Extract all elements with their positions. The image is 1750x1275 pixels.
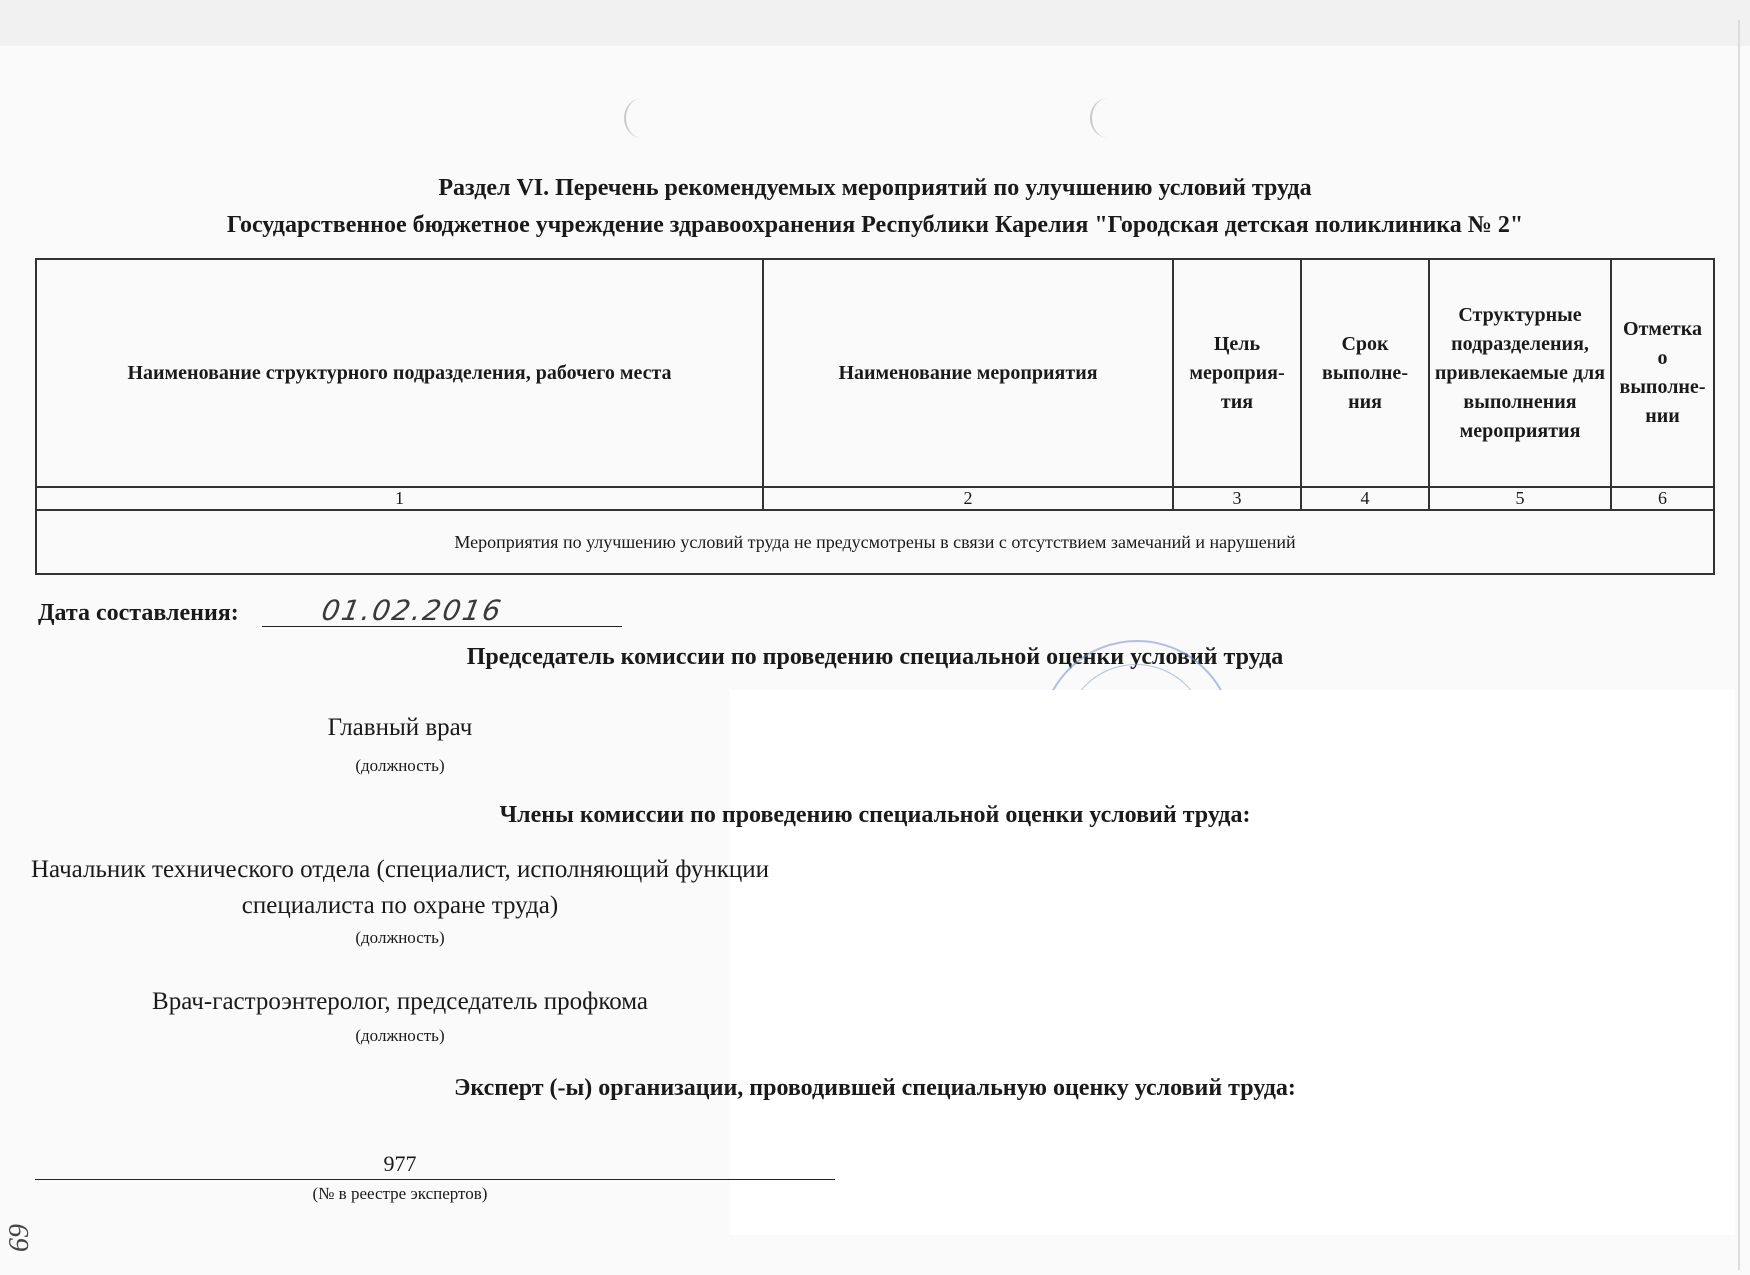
measures-table [35,258,1715,575]
section-title: Раздел VI. Перечень рекомендуемых мероприятий по улучшению условий труда [438,175,1312,201]
header-departments: Структурные подразделения, привлекаемые для выполнения мероприятия [1429,259,1611,487]
header-completion: Отметка о выполне-нии [1611,259,1714,487]
experts-heading: Эксперт (-ы) организации, проводившей специальную оценку условий труда: [454,1075,1296,1101]
table-row [36,510,1714,574]
col-number: 5 [1429,487,1611,510]
column-number-row [36,487,1714,510]
punch-hole-left [624,98,660,138]
col-number: 2 [763,487,1173,510]
expert-registry-number: 977 [383,1151,417,1176]
scan-top-band [0,0,1750,46]
col-number: 4 [1301,487,1429,510]
member1-position: Начальник технического отдела (специалист, исполняющий функции специалиста по охране труда) [30,856,770,919]
col-number: 6 [1611,487,1714,510]
redacted-signatures [730,690,1735,1235]
member2-position: Врач-гастроэнтеролог, председатель профкома [152,988,648,1015]
col-number: 3 [1173,487,1301,510]
registry-caption: (№ в реестре экспертов) [312,1184,488,1203]
col-number: 1 [36,487,763,510]
punch-hole-right [1090,98,1126,138]
chair-heading: Председатель комиссии по проведению специальной оценки условий труда [466,644,1284,670]
member1-position-caption: (должность) [355,928,445,947]
date-handwritten: 01.02.2016 [319,594,506,627]
header-deadline: Срок выполне-ния [1301,259,1429,487]
header-goal: Цель мероприя-тия [1173,259,1301,487]
member2-position-caption: (должность) [355,1026,445,1045]
header-workplace: Наименование структурного подразделения, рабочего места [36,259,763,487]
expert-underline [35,1150,835,1180]
members-heading: Члены комиссии по проведению специальной оценки условий труда: [499,802,1251,828]
chair-position-caption: (должность) [355,756,445,775]
date-label: Дата составления: [38,600,239,626]
table-header-row [36,259,1714,487]
page-number: 69 [4,1224,35,1252]
header-measure: Наименование мероприятия [763,259,1173,487]
chair-position: Главный врач [327,714,473,741]
organization-name: Государственное бюджетное учреждение здравоохранения Республики Карелия "Городская детская поликлиника № 2" [226,212,1524,238]
no-measures-text: Мероприятия по улучшению условий труда не предусмотрены в связи с отсутствием замечаний и нарушений [36,510,1714,574]
